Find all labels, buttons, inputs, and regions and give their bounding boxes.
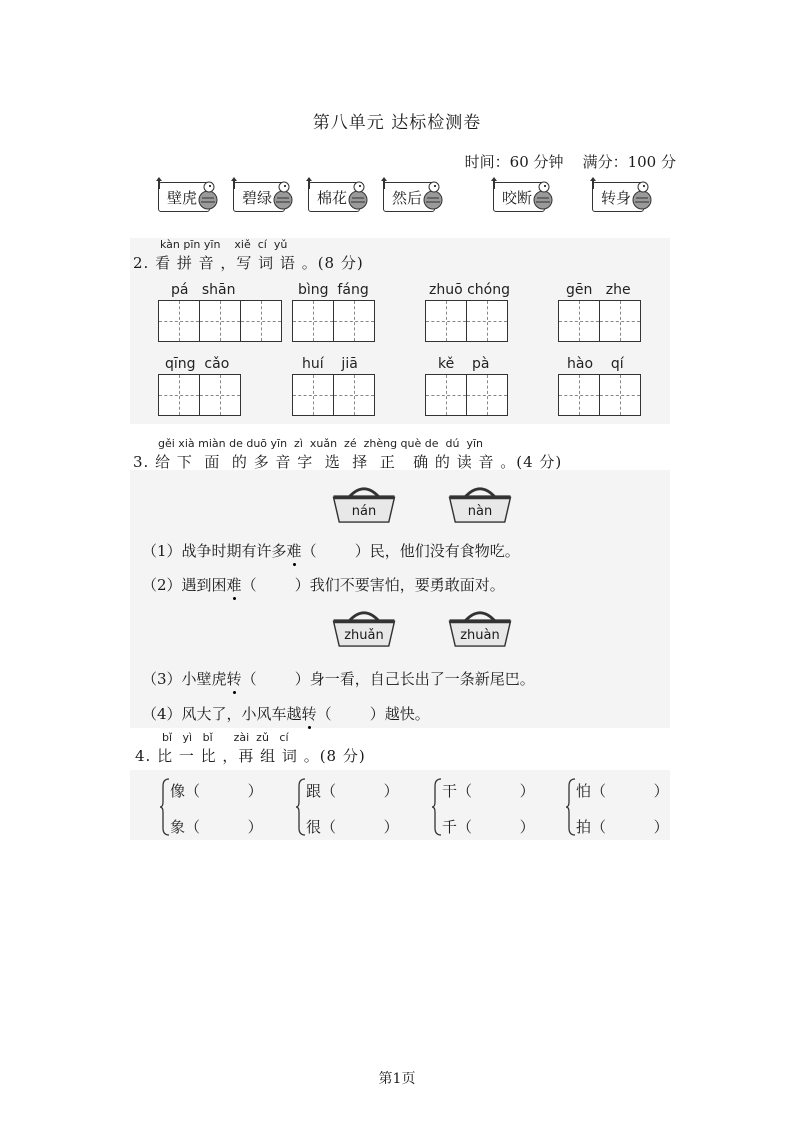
turtle-icon [272,181,294,211]
sentence-text: （4）风大了，小风车越 [142,705,302,723]
pin-icon [305,177,313,189]
writing-cell[interactable] [158,374,200,416]
word-card-text: 转身 [601,188,632,207]
q2-pinyin: kàn pīn yīn xiě cí yǔ [160,238,288,251]
writing-cell[interactable] [466,374,508,416]
q2-heading [133,252,364,273]
compare-bottom: 拍（ ） [576,818,669,836]
word-card-text: 碧绿 [242,188,273,207]
sentence-text: （ ）我们不要害怕，要勇敢面对。 [241,576,505,594]
word-card [233,182,285,212]
q2-number: 2. [133,254,150,272]
compare-top: 跟（ ） [306,782,399,800]
pin-icon [155,177,163,189]
dotted-char: 转 [301,705,317,723]
writing-cell[interactable] [333,300,375,342]
q4-number: 4. [135,747,152,765]
writing-cell[interactable] [199,300,241,342]
sentence-text: （ ）身一看，自己长出了一条新尾巴。 [241,670,535,688]
q3-sentence-1 [142,540,520,561]
q4-heading [135,745,366,766]
word-card-text: 然后 [392,188,423,207]
pinyin-prompt: qīng cǎo [165,356,230,372]
brace-icon [432,778,442,836]
writing-cell[interactable] [292,374,334,416]
question-3-panel [130,470,670,728]
q4-text: 比 一 比 ，再 组 词 。(8 分) [157,747,366,765]
dotted-char: 难 [286,542,302,560]
writing-cell[interactable] [599,374,641,416]
word-card-text: 棉花 [317,188,348,207]
writing-cell[interactable] [333,374,375,416]
writing-cell[interactable] [599,300,641,342]
basket-label: zhuǎn [344,628,384,643]
dotted-char: 转 [226,670,242,688]
word-card-text: 壁虎 [167,188,198,207]
pin-icon [490,177,498,189]
q4-pinyin: bǐ yì bǐ zài zǔ cí [162,731,289,744]
pinyin-prompt: hào qí [567,356,624,372]
writing-grid[interactable] [425,300,508,342]
writing-grid[interactable] [425,374,508,416]
turtle-icon [347,181,369,211]
writing-grid[interactable] [292,300,375,342]
writing-grid[interactable] [558,300,641,342]
writing-cell[interactable] [240,300,282,342]
q3-heading [133,451,562,472]
brace-icon [296,778,306,836]
turtle-icon [532,181,554,211]
q3-number: 3. [133,453,150,471]
basket-label: nàn [467,504,493,519]
sentence-text: （2）遇到困 [142,576,227,594]
writing-grid[interactable] [558,374,641,416]
writing-grid[interactable] [158,374,241,416]
word-card [493,182,545,212]
compare-top: 像（ ） [170,782,263,800]
pinyin-prompt: huí jiā [302,356,358,372]
page-title: 第八单元 达标检测卷 [312,113,482,133]
turtle-icon [422,181,444,211]
writing-cell[interactable] [425,374,467,416]
q3-sentence-4 [142,703,430,724]
word-card [592,182,644,212]
turtle-icon [197,181,219,211]
basket-label: nán [351,504,377,519]
pin-icon [230,177,238,189]
compare-bottom: 象（ ） [170,818,263,836]
pinyin-prompt: zhuō chóng [429,282,511,298]
sentence-text: （ ）越快。 [316,705,430,723]
pinyin-basket [328,608,400,650]
writing-cell[interactable] [158,300,200,342]
word-card [308,182,360,212]
compare-pair [432,776,552,838]
page-number: 第1页 [378,1071,416,1087]
q2-text: 看 拼 音 ，写 词 语 。(8 分) [155,254,364,272]
compare-pair [160,776,280,838]
sentence-text: （1）战争时期有许多 [142,542,287,560]
pinyin-basket [444,484,516,526]
compare-pair [296,776,416,838]
pin-icon [589,177,597,189]
brace-icon [160,778,170,836]
writing-cell[interactable] [199,374,241,416]
compare-top: 干（ ） [442,782,535,800]
pinyin-prompt: gēn zhe [566,282,631,298]
compare-pair [566,776,686,838]
pinyin-basket [444,608,516,650]
compare-bottom: 千（ ） [442,818,535,836]
writing-grid[interactable] [292,374,375,416]
word-card-text: 咬断 [502,188,533,207]
dotted-char: 难 [226,576,242,594]
writing-grid[interactable] [158,300,282,342]
writing-cell[interactable] [558,374,600,416]
q3-sentence-2 [142,574,505,595]
word-card [383,182,435,212]
brace-icon [566,778,576,836]
writing-cell[interactable] [292,300,334,342]
compare-top: 怕（ ） [576,782,669,800]
writing-cell[interactable] [558,300,600,342]
pin-icon [380,177,388,189]
basket-label: zhuàn [460,628,500,643]
q3-text: 给 下 面 的 多 音 字 选 择 正 确 的 读 音 。(4 分) [155,453,563,471]
sentence-text: （ ）民，他们没有食物吃。 [301,542,520,560]
q3-pinyin: gěi xià miàn de duō yīn zì xuǎn zé zhèng què de dú yīn [158,437,483,450]
turtle-icon [631,181,653,211]
writing-cell[interactable] [466,300,508,342]
pinyin-prompt: kě pà [438,356,490,372]
exam-meta: 时间：60 分钟 满分：100 分 [464,153,676,171]
word-card [158,182,210,212]
pinyin-prompt: bìng fáng [298,282,369,298]
pinyin-basket [328,484,400,526]
pinyin-prompt: pá shān [171,282,236,298]
compare-bottom: 很（ ） [306,818,399,836]
sentence-text: （3）小壁虎 [142,670,227,688]
writing-cell[interactable] [425,300,467,342]
q3-sentence-3 [142,668,535,689]
